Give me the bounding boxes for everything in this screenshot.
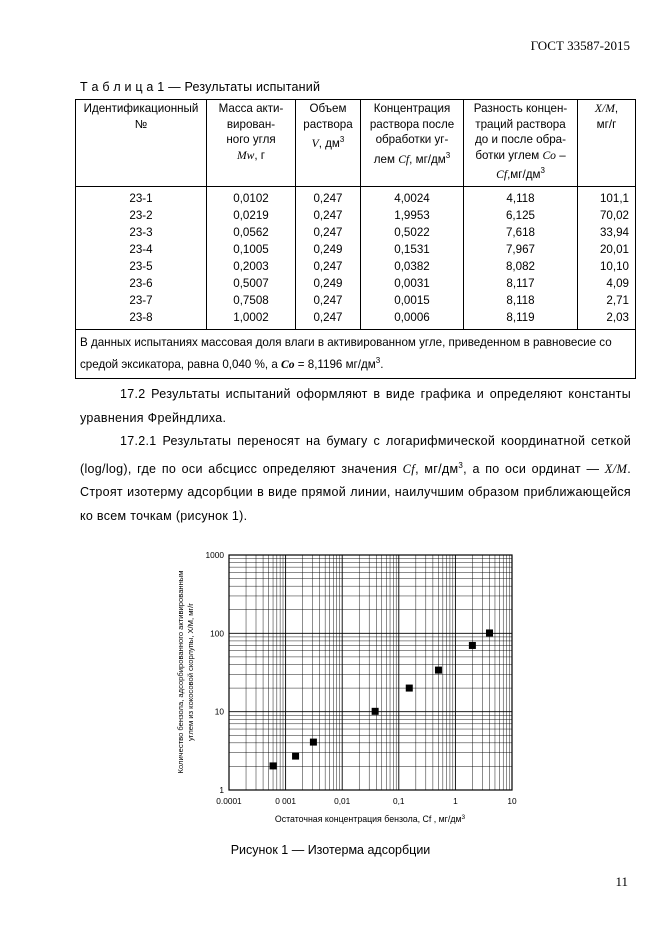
col-header-mass-line: вирован- [226,117,276,131]
table-note-text: В данных испытаниях массовая доля влаги в активированном угле, приведенном в равновесие со средой эксикатора, равна 0,040 %, а [80,336,612,372]
x-tick-label: 0,01 [334,796,351,806]
paragraph-symbol: Cf [402,461,416,476]
cell-mass: 0,1005 [207,241,296,258]
cell-conc: 1,9953 [361,207,464,224]
table-note-text: = 8,1196 мг/дм [294,358,376,372]
col-header-volume-unit: , дм [318,136,340,150]
cell-mass: 1,0002 [207,309,296,330]
data-point [435,667,442,674]
chart-grid [229,555,512,790]
col-header-diff-line: ботки углем [475,148,543,162]
cell-diff: 8,118 [464,292,578,309]
col-header-diff-symbol: Cf [496,167,508,181]
y-axis-label-line2: углем из кокосовой скорлупы, X/M, мг/г [186,602,195,742]
paragraph-17-2: 17.2 Результаты испытаний оформляют в виде графика и определяют константы уравнения Фрейндлиха. [80,387,631,425]
cell-xm: 101,1 [578,187,636,208]
cell-id: 23-1 [76,187,207,208]
col-header-diff-symbol: Co [542,148,556,162]
y-tick-labels [206,550,225,795]
plot-frame [229,555,512,790]
col-header-volume-line: Объем [309,102,347,115]
cell-xm: 33,94 [578,224,636,241]
cell-mass: 0,7508 [207,292,296,309]
cell-conc: 0,1531 [361,241,464,258]
table-note-symbol: Co [281,358,295,372]
data-point [270,762,277,769]
page-number: 11 [615,874,628,889]
col-header-volume-symbol: V [311,136,319,150]
cell-id: 23-4 [76,241,207,258]
col-header-mass-line: Масса акти- [218,102,284,115]
table-note-end: . [380,358,384,372]
col-header-diff-sup: 3 [540,166,545,175]
cell-mass: 0,0102 [207,187,296,208]
cell-conc: 0,0015 [361,292,464,309]
y-tick-label: 100 [210,628,224,639]
data-point [292,753,299,760]
table-caption-prefix: Т а б л и ц а 1 — [80,80,185,94]
paragraph-symbol: X/M [604,461,628,476]
figure-caption: Рисунок 1 — Изотерма адсорбции [230,843,431,857]
cell-volume: 0,247 [296,224,361,241]
cell-volume: 0,247 [296,258,361,275]
cell-id: 23-7 [76,292,207,309]
cell-mass: 0,0562 [207,224,296,241]
x-tick-label: 1 [453,796,458,806]
x-tick-label: 10 [507,796,517,806]
paragraph-text: , а по оси ординат — [463,461,605,476]
cell-volume: 0,247 [296,309,361,330]
col-header-id-line: № [134,117,148,131]
x-tick-label: 0.0001 [216,796,242,806]
col-header-diff-dash: – [555,148,566,162]
col-header-mass-symbol: Mw [236,148,255,162]
cell-id: 23-5 [76,258,207,275]
cell-conc: 0,0382 [361,258,464,275]
cell-xm: 2,71 [578,292,636,309]
col-header-xm-unit: мг/г [596,117,617,131]
cell-volume: 0,249 [296,275,361,292]
cell-volume: 0,249 [296,241,361,258]
col-header-volume-sup: 3 [339,135,345,144]
y-tick-label: 10 [214,706,224,717]
col-header-diff-line: до и после обра- [475,133,566,146]
col-header-mass-unit: , г [254,148,266,162]
col-header-diff-unit: ,мг/дм [507,167,541,181]
cell-diff: 8,082 [464,258,578,275]
col-header-diff-line: Разность концен- [473,102,568,115]
table-caption-title: Результаты испытаний [184,80,321,94]
cell-conc: 0,0006 [361,309,464,330]
data-point [372,708,379,715]
x-axis-label: Остаточная концентрация бензола, Cf , $мг/дм^3$ [274,814,466,824]
cell-id: 23-8 [76,309,207,330]
cell-conc: 0,5022 [361,224,464,241]
y-tick-label: 1 [219,785,224,795]
cell-xm: 10,10 [578,258,636,275]
col-header-conc-line: обработки уг- [375,133,449,146]
cell-volume: 0,247 [296,292,361,309]
cell-diff: 4,118 [464,187,578,208]
cell-xm: 2,03 [578,309,636,330]
cell-xm: 70,02 [578,207,636,224]
col-header-diff-line: траций раствора [475,117,566,131]
cell-diff: 7,967 [464,241,578,258]
y-tick-label: 1000 [205,550,224,560]
cell-diff: 6,125 [464,207,578,224]
cell-diff: 8,119 [464,309,578,330]
cell-mass: 0,2003 [207,258,296,275]
col-header-conc-line: Концентрация [373,102,451,115]
cell-xm: 20,01 [578,241,636,258]
paragraph-sup: 3 [458,460,464,470]
col-header-conc-line: раствора после [369,117,455,131]
col-header-xm-comma: , [614,102,619,115]
cell-conc: 4,0024 [361,187,464,208]
col-header-mass-line: ного угля [226,133,276,146]
x-tick-labels [216,796,517,806]
col-header-conc-unit: , мг/дм [409,152,446,166]
cell-diff: 7,618 [464,224,578,241]
cell-xm: 4,09 [578,275,636,292]
y-axis-label [176,571,195,774]
paragraph-text: , мг/дм [415,461,459,476]
cell-id: 23-2 [76,207,207,224]
x-tick-label: 0 001 [275,796,296,806]
data-point [469,642,476,649]
data-point [486,629,493,636]
cell-diff: 8,117 [464,275,578,292]
col-header-volume-line: раствора [303,117,353,131]
cell-mass: 0,0219 [207,207,296,224]
cell-volume: 0,247 [296,187,361,208]
col-header-conc-symbol: Cf [398,152,410,166]
cell-id: 23-3 [76,224,207,241]
cell-conc: 0,0031 [361,275,464,292]
cell-volume: 0,247 [296,207,361,224]
data-point [406,685,413,692]
cell-mass: 0,5007 [207,275,296,292]
cell-id: 23-6 [76,275,207,292]
paragraph-text: 17.2.1 Результаты переносят на бумагу с логарифмической координатной сеткой (log/log), где по оси абсцисс определяют значения [80,434,631,476]
table-note-sup: 3 [375,356,381,366]
col-header-xm-symbol: X/M [594,102,615,115]
col-header-conc-line: лем [373,152,399,166]
standard-number: ГОСТ 33587-2015 [530,38,630,53]
y-axis-label-line1: Количество бензола, адсорбированного активированным [176,570,185,774]
col-header-conc-sup: 3 [445,150,451,160]
col-header-id-line: Идентификационный [83,102,199,115]
data-points [270,629,493,769]
x-tick-label: 0,1 [393,796,405,806]
data-point [310,739,317,746]
paragraph-text: . Строят изотерму адсорбции в виде прямой линии, наилучшим образом приближающейся ко всем точкам (рисунок 1). [80,461,631,523]
